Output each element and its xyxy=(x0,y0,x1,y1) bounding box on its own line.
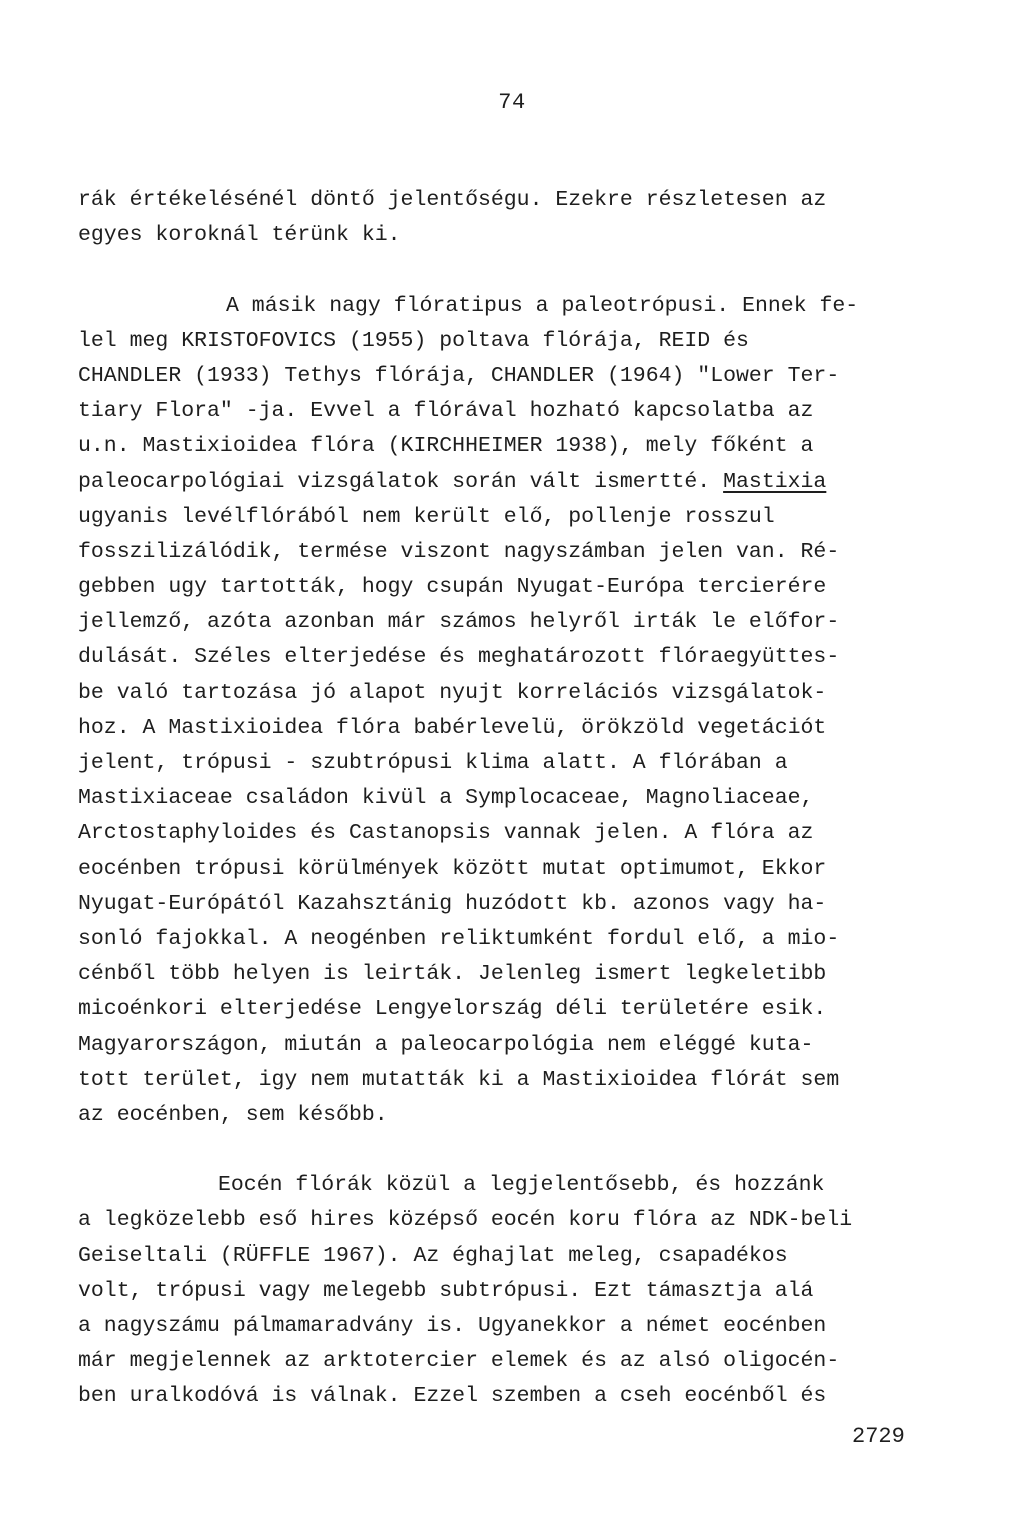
text-line-content: Geiseltali (RÜFFLE 1967). Az éghajlat meleg, csapadékos xyxy=(78,1243,788,1268)
text-line-content: egyes koroknál térünk ki. xyxy=(78,223,401,248)
text-line-content: ugyanis levélflórából nem került elő, pollenje rosszul xyxy=(78,504,775,529)
text-line xyxy=(78,852,958,887)
text-line-content: tiary Flora" -ja. Evvel a flórával hozható kapcsolatba az xyxy=(78,399,814,424)
text-line xyxy=(78,394,958,429)
text-line xyxy=(78,816,958,851)
text-line xyxy=(78,535,958,570)
text-line-content: Eocén flórák közül a legjelentősebb, és hozzánk xyxy=(218,1173,825,1198)
text-line-content: u.n. Mastixioidea flóra (KIRCHHEIMER 1938), mely főként a xyxy=(78,434,814,459)
text-line-content: Nyugat-Európától Kazahsztánig huzódott kb. azonos vagy ha- xyxy=(78,891,827,916)
text-line-content: dulását. Széles elterjedése és meghatározott flóraegyüttes- xyxy=(78,645,840,670)
text-line-content: a nagyszámu pálmamaradvány is. Ugyanekkor a német eocénben xyxy=(78,1314,827,1338)
text-line-content: ben uralkodóvá is válnak. Ezzel szemben a cseh eocénből és xyxy=(78,1384,827,1409)
text-line xyxy=(78,992,958,1027)
text-line-content: A másik nagy flóratipus a paleotrópusi. Ennek fe- xyxy=(226,293,859,318)
text-line-content: Mastixiaceae családon kivül a Symplocaceae, Magnoliaceae, xyxy=(78,786,814,811)
text-line-content: lel meg KRISTOFOVICS (1955) poltava flórája, REID és xyxy=(78,328,749,353)
text-line xyxy=(78,711,958,746)
text-line-content: az eocénben, sem később. xyxy=(78,1102,388,1127)
text-line xyxy=(78,922,958,957)
text-line-content: jellemző, azóta azonban már számos helyről irták le előfor- xyxy=(78,610,840,635)
text-line-content: Magyarországon, miután a paleocarpológia nem eléggé kuta- xyxy=(78,1032,814,1057)
text-line xyxy=(78,1344,958,1379)
text-line xyxy=(78,746,958,781)
text-line xyxy=(78,465,958,500)
text-line xyxy=(78,289,958,324)
text-line xyxy=(78,429,958,464)
text-line-content: Arctostaphyloides és Castanopsis vannak jelen. A flóra az xyxy=(78,821,814,846)
text-line xyxy=(78,1063,958,1098)
text-line-content: CHANDLER (1933) Tethys flórája, CHANDLER (1964) "Lower Ter- xyxy=(78,363,840,388)
text-line xyxy=(78,1098,958,1133)
text-line-content: fosszilizálódik, termése viszont nagyszámban jelen van. Ré- xyxy=(78,539,840,564)
text-line xyxy=(78,781,958,816)
body-text xyxy=(78,183,958,1415)
text-line-content: be való tartozása jó alapot nyujt korrelációs vizsgálatok- xyxy=(78,680,827,705)
text-line xyxy=(78,887,958,922)
text-line-content: már megjelennek az arktotercier elemek és az alsó oligocén- xyxy=(78,1349,840,1374)
text-line-content: rák értékelésénél döntő jelentőségu. Ezekre részletesen az xyxy=(78,188,827,212)
text-line xyxy=(78,676,958,711)
text-line-content: jelent, trópusi - szubtrópusi klima alatt. A flórában a xyxy=(78,751,788,775)
text-line xyxy=(78,500,958,535)
text-line-content: eocénben trópusi körülmények között mutat optimumot, Ekkor xyxy=(78,856,827,881)
text-line xyxy=(78,1309,958,1344)
footer-code: 2729 xyxy=(852,1424,905,1449)
text-line xyxy=(78,570,958,605)
text-line-content: micoénkori elterjedése Lengyelország déli területére esik. xyxy=(78,997,827,1022)
text-line-content: sonló fajokkal. A neogénben reliktumként fordul elő, a mio- xyxy=(78,926,840,951)
paragraph-gap xyxy=(78,253,958,288)
text-line xyxy=(78,1379,958,1414)
paragraph-gap xyxy=(78,1133,958,1168)
text-line xyxy=(78,1028,958,1063)
text-line-content: a legközelebb eső hires középső eocén koru flóra az NDK-beli xyxy=(78,1208,853,1233)
text-line-content: gebben ugy tartották, hogy csupán Nyugat-Európa tercierére xyxy=(78,575,827,600)
text-line xyxy=(78,605,958,640)
text-line-content: hoz. A Mastixioidea flóra babérlevelü, örökzöld vegetációt xyxy=(78,715,827,740)
text-line xyxy=(78,1168,958,1203)
text-line-content: paleocarpológiai vizsgálatok során vált ismertté. xyxy=(78,469,724,494)
page-number: 74 xyxy=(498,90,526,115)
text-line-content: volt, trópusi vagy melegebb subtrópusi. Ezt támasztja alá xyxy=(78,1278,814,1303)
text-line xyxy=(78,183,958,218)
text-line xyxy=(78,1239,958,1274)
text-line-content: cénből több helyen is leirták. Jelenleg ismert legkeletibb xyxy=(78,962,827,987)
underlined-term: Mastixia xyxy=(723,469,827,494)
text-line-content: tott terület, igy nem mutatták ki a Mastixioidea flórát sem xyxy=(78,1067,840,1092)
text-line xyxy=(78,640,958,675)
text-line xyxy=(78,324,958,359)
text-line xyxy=(78,218,958,253)
text-line xyxy=(78,1203,958,1238)
text-line xyxy=(78,1274,958,1309)
text-line xyxy=(78,957,958,992)
text-line xyxy=(78,359,958,394)
